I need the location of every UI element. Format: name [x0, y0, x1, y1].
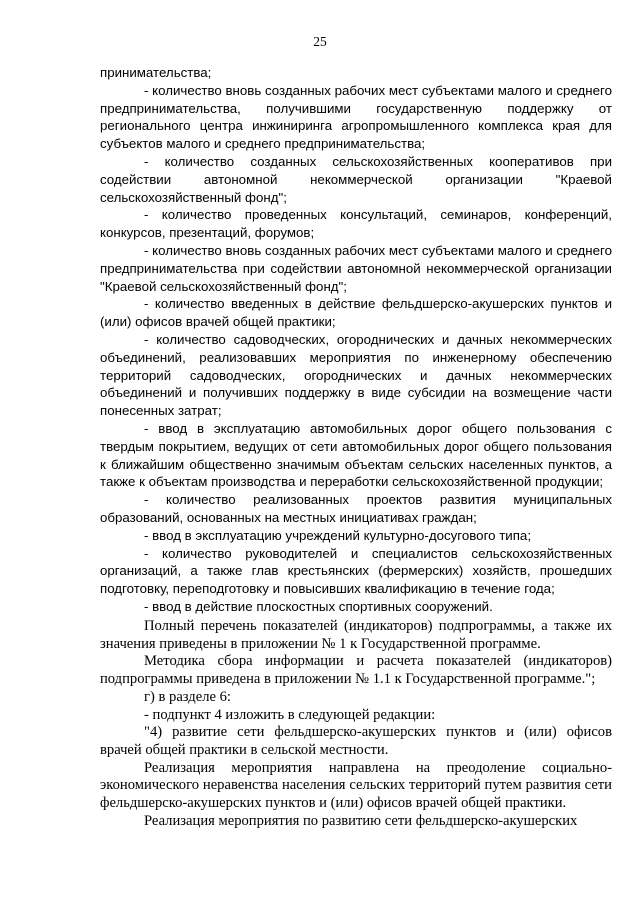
paragraph: - количество вновь созданных рабочих мест субъектами малого и среднего предпринимательства, получившими государственную поддержку от регионального центра инжиниринга агропромышленного комплекса края для субъектов малого и среднего предпринимательства;: [100, 82, 612, 152]
paragraph: "4) развитие сети фельдшерско-акушерских пунктов и (или) офисов врачей общей практики в сельской местности.: [100, 724, 612, 758]
paragraph: Полный перечень показателей (индикаторов) подпрограммы, а также их значения приведены в приложении № 1 к Государственной программе.: [100, 618, 612, 652]
page-number: 25: [313, 34, 327, 49]
paragraph: - количество вновь созданных рабочих мест субъектами малого и среднего предпринимательства при содействии автономной некоммерческой организации "Краевой сельскохозяйственный фонд";: [100, 242, 612, 294]
arial-text-block: [100, 64, 612, 616]
paragraph: - количество садоводческих, огороднических и дачных некоммерческих объединений, реализовавших мероприятия по инженерному обеспечению территорий садоводческих, огороднических и дачных некоммерческих объединений и получивших поддержку в виде субсидии на возмещение части понесенных затрат;: [100, 331, 612, 419]
paragraph: Реализация мероприятия по развитию сети фельдшерско-акушерских: [144, 812, 578, 829]
paragraph: Методика сбора информации и расчета показателей (индикаторов) подпрограммы приведена в приложении № 1.1 к Государственной программе.";: [100, 653, 612, 688]
paragraph: г) в разделе 6:: [144, 688, 231, 705]
paragraph: - подпункт 4 изложить в следующей редакции:: [144, 706, 436, 723]
paragraph: - количество руководителей и специалистов сельскохозяйственных организаций, а также глав крестьянских (фермерских) хозяйств, прошедших подготовку, переподготовку и повысивших квалификацию в течение года;: [100, 545, 612, 597]
times-text-block: [100, 618, 612, 830]
paragraph: - количество реализованных проектов развития муниципальных образований, основанных на местных инициативах граждан;: [100, 492, 612, 525]
paragraph: - количество проведенных консультаций, семинаров, конференций, конкурсов, презентаций, форумов;: [100, 207, 612, 241]
paragraph: принимательства;: [100, 65, 212, 80]
paragraph: Реализация мероприятия направлена на преодоление социально-экономического неравенства населения сельских территорий путем развития сети фельдшерско-акушерских пунктов и (или) офисов врачей общей практики.: [100, 759, 612, 812]
paragraph: - количество созданных сельскохозяйственных кооперативов при содействии автономной некоммерческой организации "Краевой сельскохозяйственный фонд";: [100, 153, 612, 205]
paragraph: - ввод в эксплуатацию автомобильных дорог общего пользования с твердым покрытием, ведущих от сети автомобильных дорог общего пользования к ближайшим общественно значимым объектам сельских населенных пунктов, а также к объектам производства и переработки сельскохозяйственной продукции;: [100, 420, 612, 490]
paragraph: - ввод в действие плоскостных спортивных сооружений.: [144, 598, 493, 614]
paragraph: - ввод в эксплуатацию учреждений культурно-досугового типа;: [144, 527, 532, 543]
paragraph: - количество введенных в действие фельдшерско-акушерских пунктов и (или) офисов врачей общей практики;: [100, 296, 612, 330]
